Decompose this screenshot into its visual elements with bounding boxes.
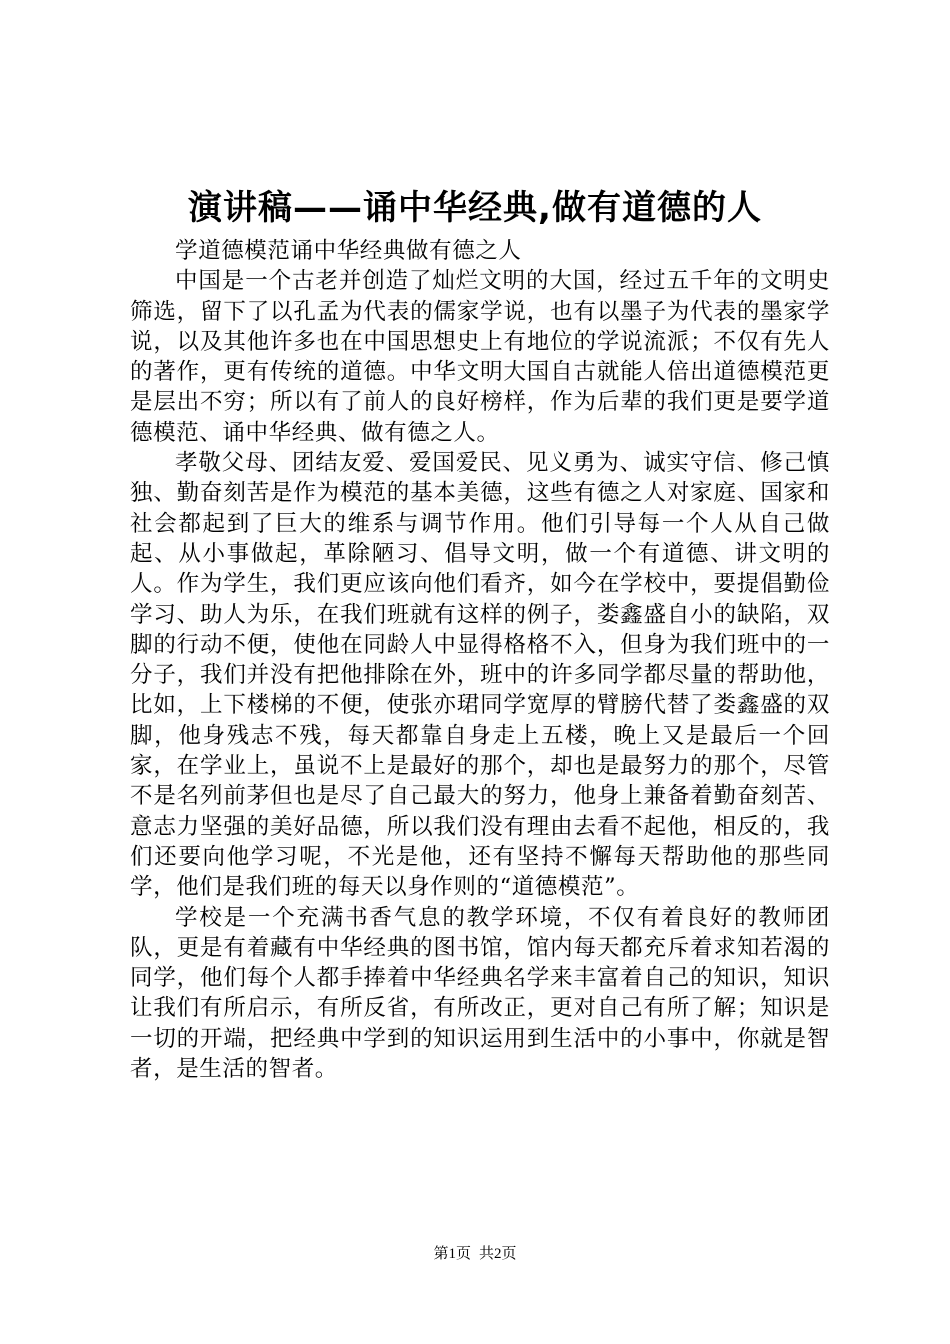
document-body [130,236,830,1084]
document-title: 演讲稿——诵中华经典,做有道德的人 [188,188,762,228]
paragraph-3: 学校是一个充满书香气息的教学环境，不仅有着良好的教师团队，更是有着藏有中华经典的图书馆，馆内每天都充斥着求知若渴的同学，他们每个人都手捧着中华经典名学来丰富着自己的知识，知识让我们有所启示，有所反省，有所改正，更对自己有所了解；知识是一切的开端，把经典中学到的知识运用到生活中的小事中，你就是智者，是生活的智者。 [130,904,830,1083]
page-footer [0,1244,950,1264]
paragraph-1: 中国是一个古老并创造了灿烂文明的大国，经过五千年的文明史筛选，留下了以孔孟为代表的儒家学说，也有以墨子为代表的墨家学说，以及其他许多也在中国思想史上有地位的学说流派；不仅有先人的著作，更有传统的道德。中华文明大国自古就能人倍出道德模范更是层出不穷；所以有了前人的良好榜样，作为后辈的我们更是要学道德模范、诵中华经典、做有德之人。 [130,268,830,446]
document-subtitle: 学道德模范诵中华经典做有德之人 [175,238,522,264]
page-total: 共2页 [479,1246,517,1262]
paragraph-2: 孝敬父母、团结友爱、爱国爱民、见义勇为、诚实守信、修己慎独、勤奋刻苦是作为模范的基本美德，这些有德之人对家庭、国家和社会都起到了巨大的维系与调节作用。他们引导每一个人从自己做起、从小事做起，革除陋习、倡导文明，做一个有道德、讲文明的人。作为学生，我们更应该向他们看齐，如今在学校中，要提倡勤俭学习、助人为乐，在我们班就有这样的例子，娄鑫盛自小的缺陷，双脚的行动不便，使他在同龄人中显得格格不入，但身为我们班中的一分子，我们并没有把他排除在外，班中的许多同学都尽量的帮助他，比如，上下楼梯的不便，使张亦珺同学宽厚的臂膀代替了娄鑫盛的双脚，他身残志不残，每天都靠自身走上五楼，晚上又是最后一个回家，在学业上，虽说不上是最好的那个，却也是最努力的那个，尽管不是名列前茅但也是尽了自己最大的努力，他身上兼备着勤奋刻苦、意志力坚强的美好品德，所以我们没有理由去看不起他，相反的，我们还要向他学习呢，不光是他，还有坚持不懈每天帮助他的那些同学，他们是我们班的每天以身作则的“道德模范”。 [130,450,830,901]
page-number: 第1页 [433,1246,471,1262]
